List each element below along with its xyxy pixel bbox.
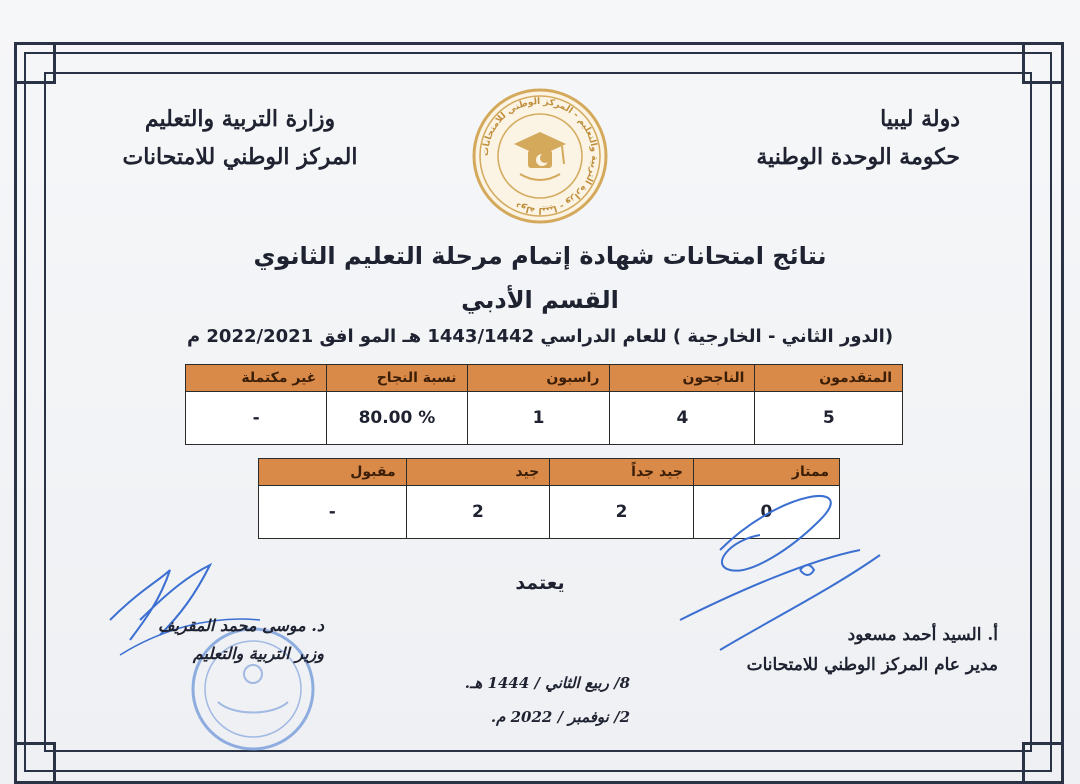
col-header-failed: راسبون xyxy=(467,365,610,392)
col-header-applicants: المتقدمون xyxy=(755,365,903,392)
table-row xyxy=(186,392,903,445)
good-value: 2 xyxy=(406,486,550,539)
passed-value: 4 xyxy=(610,392,755,445)
frame-corner xyxy=(14,742,56,784)
failed-value: 1 xyxy=(467,392,610,445)
certificate-title: نتائج امتحانات شهادة إتمام مرحلة التعليم الثانوي xyxy=(253,242,827,270)
col-header-acceptable: مقبول xyxy=(259,459,407,486)
state-name: دولة ليبيا xyxy=(880,106,960,132)
government-name: حكومة الوحدة الوطنية xyxy=(756,144,960,170)
signatory-right-title: مدير عام المركز الوطني للامتحانات xyxy=(746,655,998,675)
excellent-value: 0 xyxy=(693,486,839,539)
signatory-right-name: أ. السيد أحمد مسعود xyxy=(847,625,998,645)
applicants-value: 5 xyxy=(755,392,903,445)
incomplete-value: - xyxy=(186,392,327,445)
frame-corner xyxy=(14,42,56,84)
seal-ring-text: دولة ليبيا - وزارة التربية والتعليم - المركز الوطني للامتحانات xyxy=(480,96,600,216)
exam-center-name: المركز الوطني للامتحانات xyxy=(122,144,358,170)
col-header-pass-rate: نسبة النجاح xyxy=(327,365,467,392)
col-header-excellent: ممتاز xyxy=(693,459,839,486)
col-header-incomplete: غير مكتملة xyxy=(186,365,327,392)
session-subtitle: (الدور الثاني - الخارجية ) للعام الدراسي 1443/1442 هـ المو افق 2022/2021 م xyxy=(186,326,894,347)
very-good-value: 2 xyxy=(550,486,694,539)
ministry-name: وزارة التربية والتعليم xyxy=(144,106,336,132)
gregorian-date: 2/ نوفمبر / 2022 م. xyxy=(490,708,630,726)
pass-rate-value: % 80.00 xyxy=(327,392,467,445)
table-header-row xyxy=(186,365,903,392)
ministry-seal-logo xyxy=(470,86,610,226)
col-header-good: جيد xyxy=(406,459,550,486)
results-summary-table xyxy=(185,364,903,445)
issue-date xyxy=(410,666,630,734)
header-left xyxy=(120,100,360,176)
signatory-left-title: وزير التربية والتعليم xyxy=(192,644,324,663)
frame-corner xyxy=(1022,42,1064,84)
department-title: القسم الأدبي xyxy=(461,286,619,314)
signatory-left xyxy=(104,612,324,668)
header-right xyxy=(710,100,960,176)
col-header-very-good: جيد جداً xyxy=(550,459,694,486)
approval-label: يعتمد xyxy=(515,572,565,594)
signatory-left-name: د. موسى محمد المقريف xyxy=(157,616,324,635)
signatory-right xyxy=(698,620,998,680)
hijri-date: 8/ ربيع الثاني / 1444 هـ. xyxy=(464,674,630,692)
acceptable-value: - xyxy=(259,486,407,539)
col-header-passed: الناجحون xyxy=(610,365,755,392)
frame-corner xyxy=(1022,742,1064,784)
